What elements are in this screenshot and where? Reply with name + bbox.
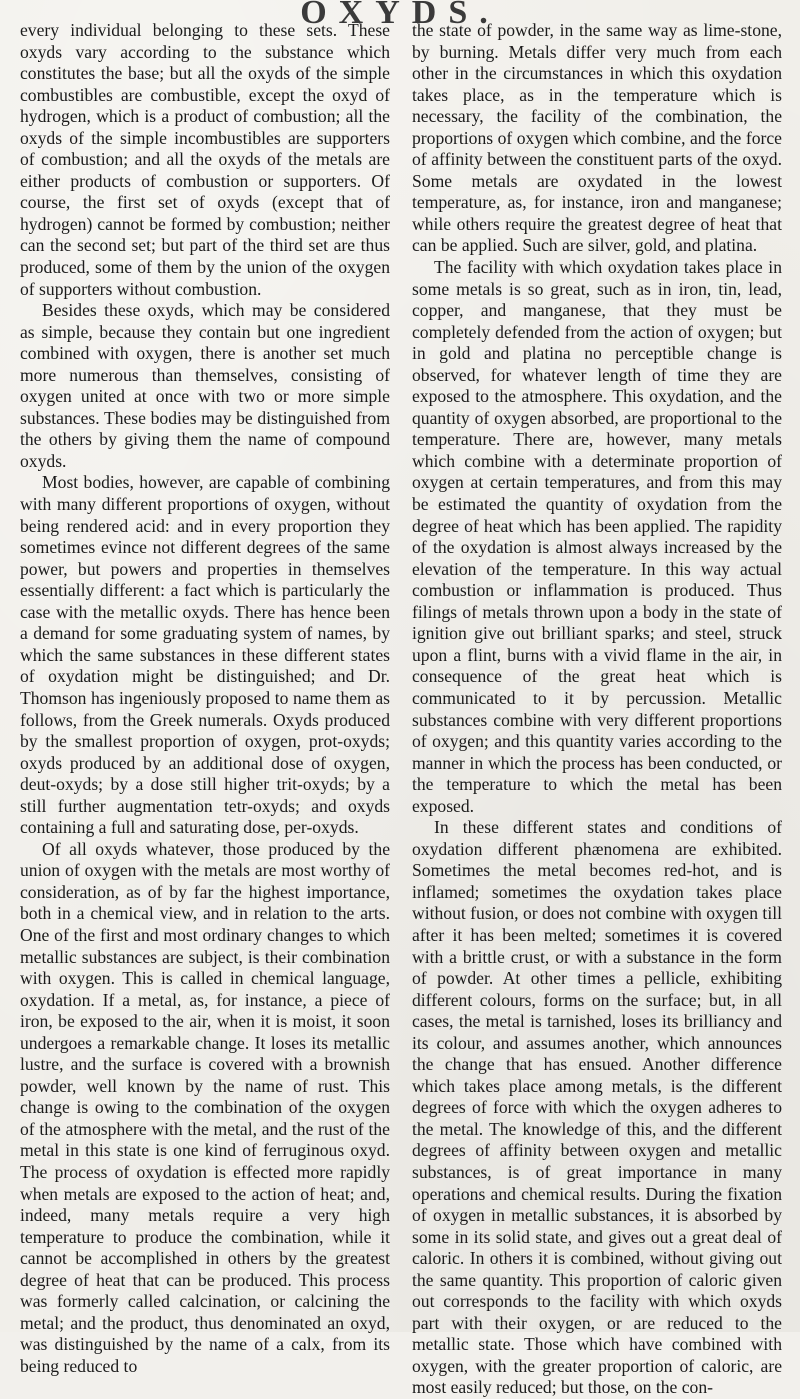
running-head: OXYDS. <box>300 0 500 31</box>
paragraph: The facility with which oxydation takes place in some metals is so great, such as in iron, tin, lead, copper, and manganese, that they must be completely defended from the action of oxygen; but in gold and platina no perceptible change is observed, for whatever length of time they are exposed to the atmosphere. This oxydation, and the quantity of oxygen absorbed, are proportional to the temperature. There are, however, many metals which combine with a determinate proportion of oxygen at certain temperatures, and from this may be estimated the quantity of oxydation from the degree of heat which has been applied. The rapidity of the oxydation is almost always increased by the elevation of the temperature. In this way actual combustion or inflammation is produced. Thus filings of metals thrown upon a body in the state of ignition give out brilliant sparks; and steel, struck upon a flint, burns with a vivid flame in the air, in consequence of the great heat which is communicated to it by percussion. Metallic substances combine with very different proportions of oxygen; and this quantity varies according to the manner in which the process has been conducted, or the temperature to which the metal has been exposed. <box>412 257 782 816</box>
paragraph: Besides these oxyds, which may be considered as simple, because they contain but one ingredient combined with oxygen, there is another set much more numerous than themselves, consisting of oxygen united at once with two or more simple substances. These bodies may be distinguished from the others by giving them the name of compound oxyds. <box>20 300 390 471</box>
paragraph: every individual belonging to these sets. These oxyds vary according to the substance which constitutes the base; but all the oxyds of the simple combustibles are combustible, except the oxyd of hydrogen, which is a product of combustion; all the oxyds of the simple incombustibles are supporters of combustion; and all the oxyds of the metals are either products of combustion or supporters. Of course, the first set of oxyds (except that of hydrogen) cannot be formed by combustion; neither can the second set; but part of the third set are thus produced, some of them by the union of the oxygen of supporters without combustion. <box>20 20 390 299</box>
paragraph: Of all oxyds whatever, those produced by the union of oxygen with the metals are most worthy of consideration, as of by far the highest importance, both in a chemical view, and in relation to the arts. One of the first and most ordinary changes to which metallic substances are subject, is their combination with oxygen. This is called in chemical language, oxydation. If a metal, as, for instance, a piece of iron, be exposed to the air, when it is moist, it soon undergoes a remarkable change. It loses its metallic lustre, and the surface is covered with a brownish powder, well known by the name of rust. This change is owing to the combination of the oxygen of the atmosphere with the metal, and the rust of the metal in this state is one kind of ferruginous oxyd. The process of oxydation is effected more rapidly when metals are exposed to the action of heat; and, indeed, many metals require a very high temperature to produce the combination, while it cannot be accomplished in others by the greatest degree of heat that can be produced. This process was formerly called calcination, or calcining the metal; and the product, thus denominated an oxyd, was distinguished by the name of a calx, from its being reduced to <box>20 838 390 1376</box>
paragraph: the state of powder, in the same way as lime-stone, by burning. Metals differ very much from each other in the circumstances in which this oxydation takes place, as in the temperature which is necessary, the facility of the combination, the proportions of oxygen which combine, and the force of affinity between the constituent parts of the oxyd. Some metals are oxydated in the lowest temperature, as, for instance, iron and manganese; while others require the greatest degree of heat that can be applied. Such are silver, gold, and platina. <box>412 20 782 256</box>
right-column <box>412 20 782 1398</box>
paragraph: In these different states and conditions of oxydation different phænomena are exhibited. Sometimes the metal becomes red-hot, and is inflamed; sometimes the oxydation takes place without fusion, or does not combine with oxygen till after it has been melted; sometimes it is covered with a brittle crust, or with a substance in the form of powder. At other times a pellicle, exhibiting different colours, forms on the surface; but, in all cases, the metal is tarnished, loses its brilliancy and its colour, and assumes another, which announces the change that has ensued. Another difference which takes place among metals, is the different degrees of force with which the oxygen adheres to the metal. The knowledge of this, and the different degrees of affinity between oxygen and metallic substances, is of great importance in many operations and chemical results. During the fixation of oxygen in metallic substances, it is absorbed by some in its solid state, and gives out a great deal of caloric. In others it is combined, without giving out the same quantity. This proportion of caloric given out corresponds to the facility with which oxyds part with their oxygen, or are reduced to the metallic state. Those which have combined with oxygen, with the greater proportion of caloric, are most easily reduced; but those, on the con- <box>412 817 782 1398</box>
text-columns <box>20 20 782 1398</box>
paragraph: Most bodies, however, are capable of combining with many different proportions of oxygen, without being rendered acid: and in every proportion they sometimes evince not different degrees of the same power, but powers and properties in themselves essentially different: a fact which is particularly the case with the metallic oxyds. There has hence been a demand for some graduating system of names, by which the same substances in these different states of oxydation might be distinguished; and Dr. Thomson has ingeniously proposed to name them as follows, from the Greek numerals. Oxyds produced by the smallest proportion of oxygen, prot-oxyds; oxyds produced by an additional dose of oxygen, deut-oxyds; by a dose still higher trit-oxyds; by a still further augmentation tetr-oxyds; and oxyds containing a full and saturating dose, per-oxyds. <box>20 472 390 838</box>
left-column <box>20 20 390 1376</box>
